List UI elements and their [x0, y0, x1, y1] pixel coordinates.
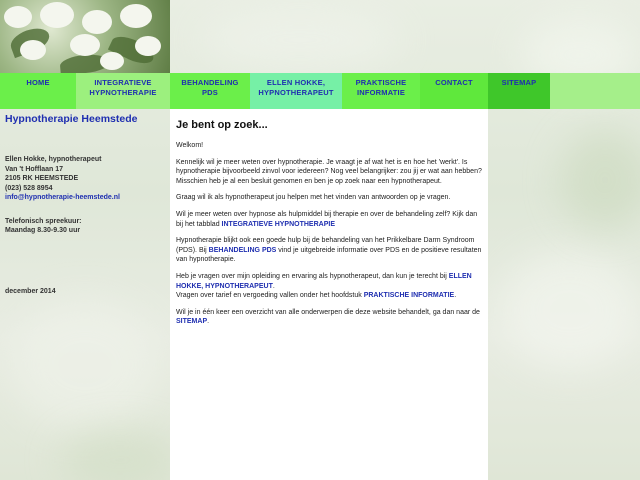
- main-content: [170, 109, 488, 480]
- tel-label: Telefonisch spreekuur:: [5, 217, 82, 225]
- punctuation: .: [272, 282, 275, 290]
- site-title: Hypnotherapie Heemstede: [5, 113, 138, 125]
- contact-street: Van 't Hofflaan 17: [5, 165, 64, 173]
- punctuation: .: [454, 292, 457, 300]
- pds-paragraph: [176, 236, 482, 265]
- backdrop-blur: [10, 300, 160, 430]
- sitemap-text: Wil je in één keer een overzicht van alle onderwerpen die deze website behandelt, ga dan naar de: [176, 308, 480, 316]
- nav-contact[interactable]: CONTACT: [420, 73, 488, 109]
- link-behandeling-pds[interactable]: BEHANDELING PDS: [208, 246, 277, 254]
- nav-sitemap[interactable]: SITEMAP: [488, 73, 550, 109]
- update-date: december 2014: [5, 288, 56, 295]
- backdrop-blur: [60, 430, 180, 480]
- tel-hours: Maandag 8.30-9.30 uur: [5, 227, 81, 234]
- hypnose-text: Wil je meer weten over hypnose als hulpmiddel bij therapie en over de behandeling zelf? Kijk dan bij het tabblad: [176, 210, 478, 228]
- backdrop-blur: [560, 130, 640, 230]
- opleiding-paragraph: [176, 272, 482, 301]
- link-sitemap[interactable]: SITEMAP: [176, 318, 208, 326]
- welcome-text: Welkom!: [176, 142, 204, 149]
- opleiding-text: Heb je vragen over mijn opleiding en ervaring als hypnotherapeut, dan kun je terecht bij: [176, 272, 449, 280]
- contact-name: Ellen Hokke, hypnotherapeut: [5, 156, 102, 163]
- sidebar: [5, 113, 165, 236]
- pds-text: Hypnotherapie blijkt ook een goede hulp bij de behandeling van het Prikkelbare Darm Syndroom (PDS). Bij: [176, 237, 475, 254]
- nav-filler: [550, 73, 640, 109]
- pds-text-2: vind je uitgebreide informatie over PDS en de positieve resultaten van hypnotherapie.: [176, 246, 482, 264]
- nav-praktische-informatie[interactable]: PRAKTISCHE INFORMATIE: [342, 73, 420, 109]
- link-ellen-hokke[interactable]: ELLEN HOKKE, HYPNOTHERAPEUT: [176, 272, 472, 290]
- backdrop-blur: [500, 250, 640, 370]
- nav-home[interactable]: HOME: [0, 73, 76, 109]
- nav-ellen-hokke[interactable]: ELLEN HOKKE, HYPNOTHERAPEUT: [250, 73, 342, 109]
- header-flower-photo: [0, 0, 170, 73]
- intro-text-2: Misschien heb je al een besluit genomen en ben je op zoek naar een hypnotherapeut.: [176, 177, 442, 185]
- link-praktische-informatie[interactable]: PRAKTISCHE INFORMATIE: [363, 292, 455, 300]
- contact-email-link[interactable]: info@hypnotherapie-heemstede.nl: [5, 194, 120, 201]
- nav-integratieve-hypnotherapie[interactable]: INTEGRATIEVE HYPNOTHERAPIE: [76, 73, 170, 109]
- sitemap-paragraph: [176, 308, 482, 327]
- link-integratieve-hypnotherapie[interactable]: INTEGRATIEVE HYPNOTHERAPIE: [221, 220, 335, 228]
- intro-paragraph: [176, 158, 482, 187]
- backdrop-blur: [200, 10, 400, 70]
- page-heading: Je bent op zoek...: [176, 119, 268, 131]
- tarief-text: Vragen over tarief en vergoeding vallen onder het hoofdstuk: [176, 292, 364, 300]
- main-navigation: [0, 73, 640, 109]
- punctuation: .: [207, 318, 210, 326]
- intro-text: Kennelijk wil je meer weten over hypnotherapie. Je vraagt je af wat het is en hoe het 'werkt'. Is hypnotherapie bijvoorbeeld zinvol voor iedereen? Nog veel belangrijker: zou jij er wat aan hebben?: [176, 158, 482, 176]
- hypnose-paragraph: [176, 210, 482, 229]
- contact-city: 2105 RK HEEMSTEDE: [5, 175, 79, 182]
- help-paragraph: Graag wil ik als hypnotherapeut jou helpen met het vinden van antwoorden op je vragen.: [176, 194, 451, 202]
- nav-behandeling-pds[interactable]: BEHANDELING PDS: [170, 73, 250, 109]
- contact-phone: (023) 528 8954: [5, 184, 53, 192]
